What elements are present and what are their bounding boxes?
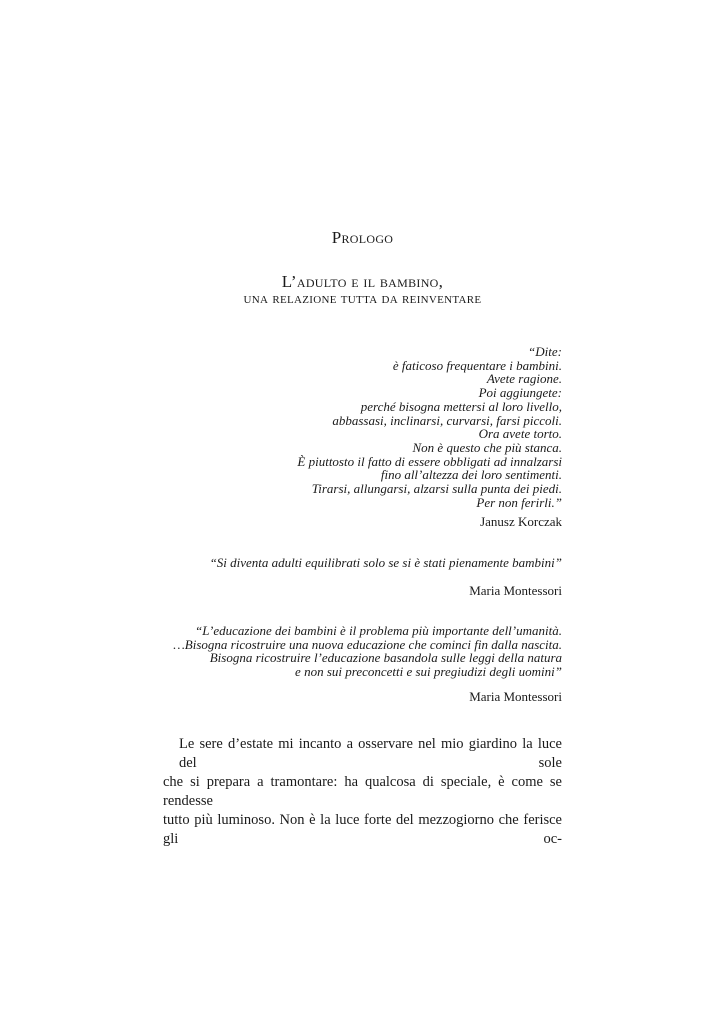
body-paragraph [163, 735, 562, 849]
body-line: Le sere d’estate mi incanto a osservare nel mio giardino la luce del sole [179, 736, 562, 771]
epigraph-author-korczak: Janusz Korczak [480, 514, 562, 529]
quote-line: Avete ragione. [486, 371, 562, 387]
body-line: tutto più luminoso. Non è la luce forte del mezzogiorno che ferisce gli oc- [163, 812, 562, 847]
epigraph-author-montessori-1: Maria Montessori [469, 583, 562, 598]
quote-line: Non è questo che più stanca. [412, 439, 562, 455]
epigraph-korczak [297, 345, 562, 509]
quote-line: e non sui preconcetti e sui pregiudizi degli uomini” [295, 664, 562, 680]
quote-line: “L’educazione dei bambini è il problema più importante dell’umanità. [195, 623, 562, 638]
quote-line: È piuttosto il fatto di essere obbligati ad innalzarsi [297, 453, 562, 469]
body-line: che si prepara a tramontare: ha qualcosa di speciale, è come se rendesse [163, 774, 562, 809]
epigraph-montessori-2 [173, 624, 562, 679]
chapter-title-line-1: L’adulto e il bambino, [281, 272, 444, 291]
quote-line: è faticoso frequentare i bambini. [392, 357, 562, 373]
quote-line: “Si diventa adulti equilibrati solo se si è stati pienamente bambini” [209, 555, 562, 570]
quote-line: perché bisogna mettersi al loro livello, [360, 398, 562, 414]
quote-line: Bisogna ricostruire l’educazione basandola sulle leggi della natura [209, 650, 562, 666]
chapter-title-line-2: una relazione tutta da reinventare [243, 291, 482, 307]
quote-line: abbassasi, inclinarsi, curvarsi, farsi piccoli. [332, 412, 562, 428]
quote-line: Per non ferirli.” [476, 494, 562, 510]
prologue-heading: Prologo [331, 228, 394, 247]
epigraph-montessori-1 [210, 556, 562, 570]
quote-line: Ora avete torto. [478, 426, 562, 442]
quote-line: Tirarsi, allungarsi, alzarsi sulla punta dei piedi. [311, 481, 562, 497]
quote-line: fino all’altezza dei loro sentimenti. [380, 467, 562, 483]
quote-line: Poi aggiungete: [478, 385, 562, 401]
epigraph-author-montessori-2: Maria Montessori [469, 689, 562, 704]
quote-line: “Dite: [528, 344, 562, 359]
quote-line: …Bisogna ricostruire una nuova educazione che cominci fin dalla nascita. [173, 636, 562, 652]
